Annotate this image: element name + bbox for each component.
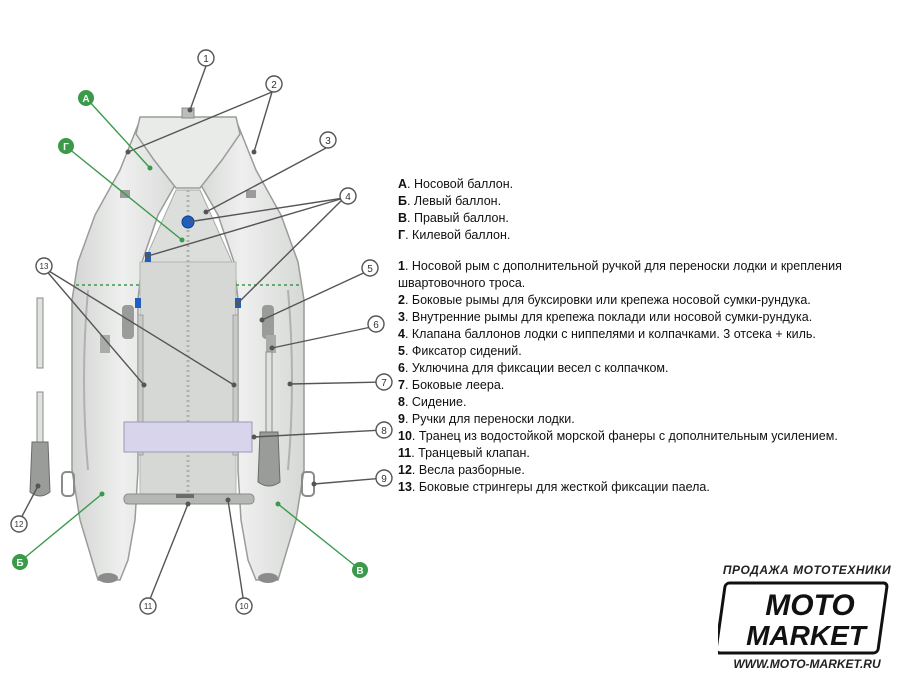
callout-g [58,138,74,154]
logo-url: WWW.MOTO-MARKET.RU [733,657,881,671]
legend-part-11: 11. Транцевый клапан. [398,446,530,460]
logo-tagline: ПРОДАЖА МОТОТЕХНИКИ [722,563,892,577]
svg-text:Б: Б [16,558,24,569]
callout-5 [362,260,378,276]
svg-text:А: А [82,94,90,105]
callout-11 [140,598,156,614]
callout-a [78,90,94,106]
legend-part-10: 10. Транец из водостойкой морской фанеры с дополнительным усилением. [398,429,838,443]
svg-text:1: 1 [203,54,209,65]
legend-parts [398,258,893,496]
callout-8 [376,422,392,438]
legend-part-7: 7. Боковые леера. [398,378,505,392]
legend-part-4: 4. Клапана баллонов лодки с ниппелями и колпачками. 3 отсека + киль. [398,327,816,341]
valve-left2 [135,298,141,308]
boat-hull [62,108,314,583]
legend-balloon-a: А. Носовой баллон. [398,177,514,191]
logo-mark [718,579,896,657]
svg-text:4: 4 [345,192,351,203]
handle-right [266,335,276,353]
svg-text:9: 9 [381,474,387,485]
left-tube-end [98,573,118,583]
legend-part-9: 9. Ручки для переноски лодки. [398,412,575,426]
callout-9 [376,470,392,486]
svg-text:6: 6 [373,320,379,331]
callout-1 [198,50,214,66]
legend-part-5: 5. Фиксатор сидений. [398,344,522,358]
legend-balloon-v: В. Правый баллон. [398,211,509,225]
svg-text:10: 10 [239,602,249,611]
callout-12 [11,516,27,532]
legend-part-1: 1. Носовой рым с дополнительной ручкой для переноски лодки и крепления швартовочного троса. [398,259,842,290]
callout-10 [236,598,252,614]
moto-market-logo [718,563,898,673]
callout-b [12,554,28,570]
callout-v [352,562,368,578]
legend-part-13: 13. Боковые стрингеры для жесткой фиксации паела. [398,480,710,494]
callout-7 [376,374,392,390]
svg-text:12: 12 [14,520,24,529]
seat [124,422,252,452]
callout-6 [368,316,384,332]
callout-3 [320,132,336,148]
svg-text:7: 7 [381,378,387,389]
logo-line1: MOTO [765,589,855,622]
legend-part-3: 3. Внутренние рымы для крепежа поклади или носовой сумки-рундука. [398,310,813,324]
svg-text:8: 8 [381,426,387,437]
ring-right [246,190,256,198]
legend-part-8: 8. Сидение. [398,395,467,409]
legend-part-2: 2. Боковые рымы для буксировки или крепежа носовой сумки-рундука. [398,293,811,307]
svg-text:13: 13 [39,262,49,271]
legend-balloon-g: Г. Килевой баллон. [398,228,511,242]
right-tube-end [258,573,278,583]
callout-4 [340,188,356,204]
legend-part-12: 12. Весла разборные. [398,463,525,477]
oarlock-right [262,305,274,339]
logo-line2: MARKET [746,620,866,651]
svg-text:В: В [356,566,364,577]
svg-text:3: 3 [325,136,331,147]
legend-balloon-b: Б. Левый баллон. [398,194,502,208]
callout-2 [266,76,282,92]
callout-13 [36,258,52,274]
svg-text:Г: Г [63,142,69,153]
svg-text:5: 5 [367,264,373,275]
svg-text:2: 2 [271,80,277,91]
oar-left [30,298,50,496]
transom-valve [176,494,194,498]
legend-part-6: 6. Уключина для фиксации весел с колпачком. [398,361,669,375]
legend-balloons [398,176,513,244]
svg-text:11: 11 [143,602,153,611]
